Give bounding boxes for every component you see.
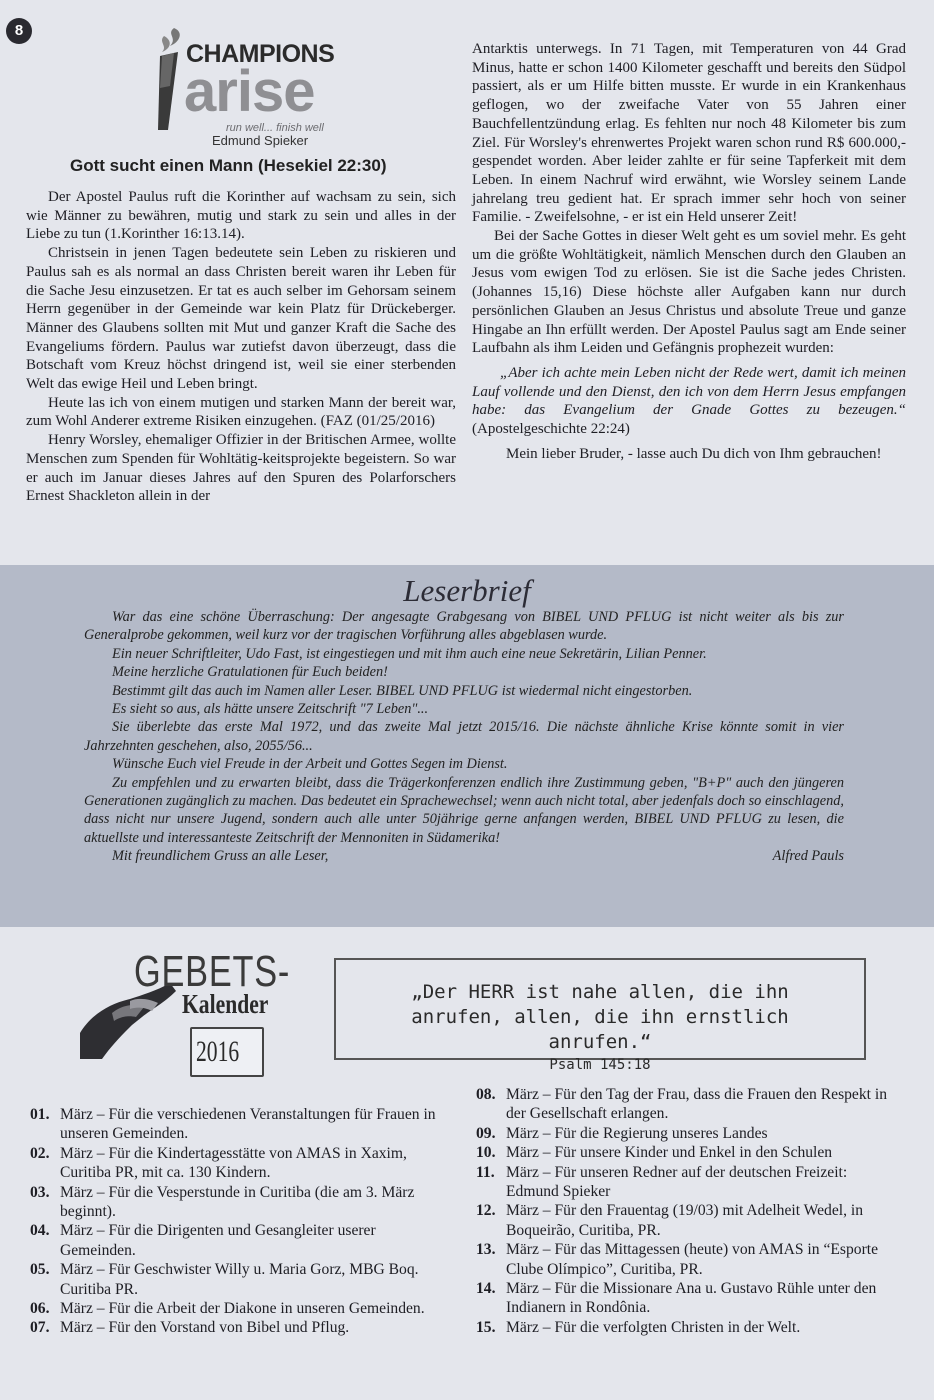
kalender-title: Kalender xyxy=(182,989,269,1019)
prayer-text: März – Für die Dirigenten und Gesangleiter userer Gemeinden. xyxy=(60,1222,376,1259)
gebets-title: GEBETS- xyxy=(134,947,291,996)
prayer-day: 10. xyxy=(476,1144,496,1162)
letter-paragraph: Meine herzliche Gratulationen für Euch beiden! xyxy=(112,664,388,681)
letter-paragraph: Wünsche Euch viel Freude in der Arbeit und Gottes Segen im Dienst. xyxy=(112,756,508,773)
letter-paragraph: Sie überlebte das erste Mal 1972, und das zweite Mal jetzt 2015/16. Die nächste ähnliche Krise könnte somit in vier Jahrzehnten geschehen, also, 2055/56... xyxy=(84,719,844,754)
leserbrief-body xyxy=(84,608,844,866)
prayer-text: März – Für das Mittagessen (heute) von AMAS in “Esporte Clube Olímpico”, Curitiba, PR. xyxy=(506,1241,879,1278)
prayer-day: 09. xyxy=(476,1124,496,1142)
quote-text: „Aber ich achte mein Leben nicht der Rede wert, damit ich meinen Lauf vollende und den Dienst, den ich von dem Herrn Jesus empfangen habe: das Evangelium der Gnade Gottes zu bezeugen.“ xyxy=(472,364,906,419)
article-paragraph: Christsein in jenen Tagen bedeutete sein Leben zu riskieren und Paulus sah es als normal an dass Christen bereit waren ihr Leben für die Sache Jesu einzusetzen. Er tat es auch selber im Gehorsam seinem Herrn gegenüber in der Gemeinde war kein Platz für Drückeberger. Männer des Glaubens sollten mit Mut und ganzer Kraft die Sache des Evangeliums fördern. Paulus war zutiefst davon überzeugt, dass die Botschaft vom Kreuz höchst dringend ist, weil sie einer sterbenden Welt das ewige Heil und Leben bringt. xyxy=(26,245,456,393)
prayer-item xyxy=(30,1221,450,1260)
prayer-day: 02. xyxy=(30,1144,50,1162)
letter-paragraph: Zu empfehlen und zu erwarten bleibt, dass die Trägerkonferenzen endlich ihre Zustimmung geben, "B+P" auch den jüngeren Generationen zugänglich zu machen. Das bedeutet ein Sprachewechsel; wenn auch nicht total, aber jedenfals doch so einschlagend, dass nicht nur unsere Jugend, sondern auch alle unter 50jährige gerne anfangen werden, BIBEL UND PFLUG zu lesen, die aktuellste und interessanteste Zeitschrift der Mennoniten in Südamerika! xyxy=(84,774,844,846)
prayer-day: 08. xyxy=(476,1086,496,1103)
prayer-text: März – Für den Vorstand von Bibel und Pflug. xyxy=(60,1319,350,1337)
letter-paragraph: War das eine schöne Überraschung: Der angesagte Grabgesang von BIBEL UND PFLUG ist nicht weiter als bis zur Generalprobe gekommen, weil kurz vor der tragischen Vorführung alles abgeblasen wurde. xyxy=(84,609,844,644)
prayer-item xyxy=(476,1279,896,1318)
page-number: 8 xyxy=(6,18,32,44)
logo-tagline: run well... finish well xyxy=(226,122,324,134)
prayer-text: März – Für die Kindertagesstätte von AMAS in Xaxim, Curitiba PR, mit ca. 130 Kindern. xyxy=(60,1144,407,1182)
prayer-item xyxy=(30,1144,450,1183)
prayer-text: März – Für den Frauentag (19/03) mit Adelheit Wedel, in Boqueirão, Curitiba, PR. xyxy=(506,1202,864,1239)
article-title xyxy=(70,156,387,176)
prayer-day: 01. xyxy=(30,1106,50,1123)
prayer-day: 03. xyxy=(30,1183,50,1201)
article-author: Edmund Spieker xyxy=(212,133,309,148)
article-column-left xyxy=(26,188,456,506)
prayer-list-left xyxy=(30,1105,450,1338)
article-quote xyxy=(472,364,906,439)
prayer-item xyxy=(476,1124,896,1143)
prayer-item xyxy=(476,1143,896,1162)
letter-paragraph: Ein neuer Schriftleiter, Udo Fast, ist eingestiegen und mit ihm auch eine neue Sekretärin, Lilian Penner. xyxy=(112,645,707,662)
prayer-item xyxy=(30,1105,450,1144)
prayer-day: 13. xyxy=(476,1241,496,1259)
article-paragraph: Der Apostel Paulus ruft die Korinther auf wachsam zu sein, sich wie Männer zu bewähren, mutig und stark zu sein und alles in der Liebe zu tun (1.Korinther 16:13.14). xyxy=(26,189,456,243)
prayer-text: März – Für die verfolgten Christen in der Welt. xyxy=(506,1318,801,1336)
letter-paragraph: Es sieht so aus, als hätte unsere Zeitschrift "7 Leben"... xyxy=(112,701,429,718)
quote-reference: (Apostelgeschichte 22:24) xyxy=(472,421,630,438)
bible-verse-box xyxy=(334,958,866,1073)
article-title-text: Gott sucht einen Mann xyxy=(70,156,254,175)
prayer-item xyxy=(476,1163,896,1202)
gebetskalender-logo xyxy=(72,945,302,1095)
champions-arise-logo xyxy=(140,16,360,136)
prayer-text: März – Für unseren Redner auf der deutschen Freizeit: Edmund Spieker xyxy=(506,1163,848,1201)
verse-text: „Der HERR ist nahe allen, die ihn anrufen, allen, die ihn ernstlich anrufen.“ xyxy=(411,981,789,1053)
verse-reference: Psalm 145:18 xyxy=(549,1057,651,1073)
prayer-text: März – Für die Arbeit der Diakone in unseren Gemeinden. xyxy=(60,1300,425,1318)
prayer-item xyxy=(476,1201,896,1240)
prayer-list-right xyxy=(476,1085,896,1337)
prayer-item xyxy=(476,1318,896,1337)
letter-signature: Alfred Pauls xyxy=(772,848,844,865)
article-closing: Mein lieber Bruder, - lasse auch Du dich von Ihm gebrauchen! xyxy=(506,445,882,462)
prayer-day: 11. xyxy=(476,1163,495,1181)
prayer-text: März – Für Geschwister Willy u. Maria Gorz, MBG Boq. Curitiba PR. xyxy=(60,1261,419,1298)
letter-paragraph: Bestimmt gilt das auch im Namen aller Leser. BIBEL UND PFLUG ist wiedermal nicht eingestorben. xyxy=(112,682,693,699)
prayer-item xyxy=(476,1085,896,1124)
prayer-day: 07. xyxy=(30,1319,50,1337)
article-title-reference: (Hesekiel 22:30) xyxy=(257,156,387,175)
prayer-item xyxy=(30,1318,450,1337)
prayer-item xyxy=(30,1260,450,1299)
prayer-day: 15. xyxy=(476,1318,496,1336)
article-paragraph: Heute las ich von einem mutigen und starken Mann der bereit war, zum Wohl Anderer extreme Risiken einzugehen. (FAZ (01/25/2016) xyxy=(26,394,456,430)
letter-sign-row xyxy=(84,847,844,865)
prayer-text: März – Für unsere Kinder und Enkel in den Schulen xyxy=(506,1144,833,1162)
prayer-text: März – Für die verschiedenen Veranstaltungen für Frauen in unseren Gemeinden. xyxy=(60,1106,436,1143)
prayer-day: 06. xyxy=(30,1300,50,1318)
article-paragraph: Antarktis unterwegs. In 71 Tagen, mit Temperaturen von 44 Grad Minus, hatte er schon 1400 Kilometer geschafft und bereits den Südpol passiert, als er um Hilfe bitten musste. Er wurde in ein Krankenhaus geflogen, wo der zweifache Vater von 55 Jahren einer Bauchfellentzündung erlag. Es fehlten nur noch 48 Kilometer bis zum Ziel. Für Worsley's ehrenwertes Projekt waren schon rund R$ 600.000,- gespendet worden. Aber leider zahlte er für seine Tapferkeit mit dem Leben. In einem Nachruf wird erwähnt, wie Worsley seinem Lande jahrelang treu gedient hat. Er sprach immer sehr hoch von seiner Familie. - Zweifelsohne, - er ist ein Held unserer Zeit! xyxy=(472,41,906,226)
logo-wordmark-champions: CHAMPIONS xyxy=(186,40,335,68)
prayer-text: März – Für den Tag der Frau, dass die Frauen den Respekt in der Gesellschaft erlangen. xyxy=(506,1086,888,1123)
prayer-text: März – Für die Regierung unseres Landes xyxy=(506,1124,768,1142)
calendar-year: 2016 xyxy=(196,1035,240,1068)
prayer-item xyxy=(30,1299,450,1318)
prayer-item xyxy=(476,1240,896,1279)
prayer-day: 04. xyxy=(30,1222,50,1240)
leserbrief-title: Leserbrief xyxy=(403,573,531,608)
prayer-day: 12. xyxy=(476,1202,496,1220)
article-paragraph: Henry Worsley, ehemaliger Offizier in der Britischen Armee, wollte Menschen zum Spenden für Wohltätig-keitsprojekte begeistern. So war er auch im Januar dieses Jahres auf den Spuren des Polarforschers Ernest Shackleton allein in der xyxy=(26,432,456,505)
prayer-text: März – Für die Missionare Ana u. Gustavo Rühle unter den Indianern in Rondônia. xyxy=(506,1280,877,1317)
prayer-item xyxy=(30,1183,450,1222)
prayer-text: März – Für die Vesperstunde in Curitiba (die am 3. März beginnt). xyxy=(60,1183,415,1221)
logo-wordmark-arise: arise xyxy=(184,59,315,124)
prayer-day: 14. xyxy=(476,1280,496,1298)
letter-greeting: Mit freundlichem Gruss an alle Leser, xyxy=(112,848,329,865)
article-column-right xyxy=(472,40,906,463)
prayer-day: 05. xyxy=(30,1261,50,1279)
article-paragraph: Bei der Sache Gottes in dieser Welt geht es um soviel mehr. Es geht um die größte Wohltätigkeit, nämlich Menschen durch den Glauben an Jesus vom ewigen Tod zu erlösen. Sie ist die Sache jedes Christen. (Johannes 15,16) Diese höchste aller Aufgaben kann nur durch persönlichen Glauben an Jesus Christus und absolute Treue und ganze Hingabe an Ihn erfüllt werden. Der Apostel Paulus sagt am Ende seiner Laufbahn als ihm Leiden und Gefängnis prophezeit wurden: xyxy=(472,228,906,357)
